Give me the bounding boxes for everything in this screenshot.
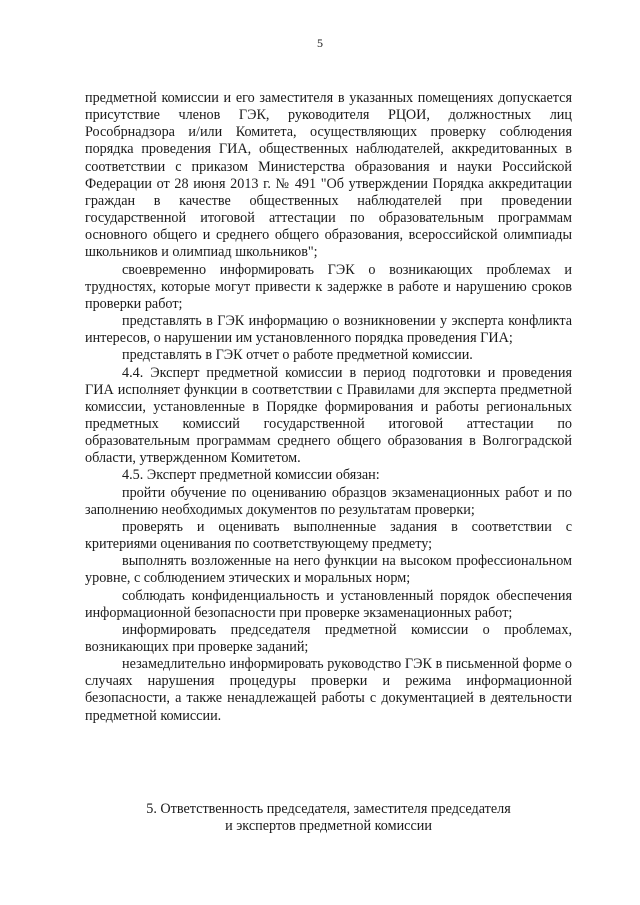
body-text — [85, 90, 572, 725]
paragraph-check-tasks: проверять и оценивать выполненные задания в соответствии с критериями оценивания по соответствующему предмету; — [85, 518, 572, 553]
paragraph-perform-functions: выполнять возложенные на него функции на высоком профессиональном уровне, с соблюдением этических и моральных норм; — [85, 553, 572, 587]
paragraph-4-4: 4.4. Эксперт предметной комиссии в период подготовки и проведения ГИА исполняет функции в соответствии с Правилами для эксперта предметной комиссии, установленные в Порядке формирования и работы региональных предметных комиссий государственной итоговой аттестации по образовательным программам среднего общего образования в Волгоградской области, утвержденном Комитетом. — [85, 364, 572, 467]
page-number: 5 — [317, 36, 323, 50]
section-heading-line-2: и экспертов предметной комиссии — [225, 818, 432, 834]
paragraph-commission-presence: предметной комиссии и его заместителя в указанных помещениях допускается присутствие членов ГЭК, руководителя РЦОИ, должностных лиц Рособрнадзора и/или Комитета, осуществляющих проверку соблюдения порядка проведения ГИА, общественных наблюдателей, аккредитованных в соответствии с приказом Министерства образования и науки Российской Федерации от 28 июня 2013 г. № 491 "Об утверждении Порядка аккредитации граждан в качестве общественных наблюдателей при проведении государственной итоговой аттестации по образовательным программам основного общего и среднего общего образования, всероссийской олимпиады школьников и олимпиад школьников"; — [85, 90, 572, 261]
paragraph-report: представлять в ГЭК отчет о работе предметной комиссии. — [122, 347, 473, 364]
paragraph-inform-problems: своевременно информировать ГЭК о возникающих проблемах и трудностях, которые могут привести к задержке в работе и нарушению сроков проверки работ; — [85, 261, 572, 312]
section-heading-line-1: 5. Ответственность председателя, заместителя председателя — [146, 801, 511, 817]
paragraph-inform-gek: незамедлительно информировать руководство ГЭК в письменной форме о случаях нарушения процедуры проверки и режима информационной безопасности, а также ненадлежащей работы с документацией в деятельности предметной комиссии. — [85, 656, 572, 724]
paragraph-training: пройти обучение по оцениванию образцов экзаменационных работ и по заполнению необходимых документов по результатам проверки; — [85, 484, 572, 518]
section-heading — [85, 801, 572, 835]
paragraph-4-5: 4.5. Эксперт предметной комиссии обязан: — [122, 467, 380, 484]
paragraph-inform-chair: информировать председателя предметной комиссии о проблемах, возникающих при проверке заданий; — [85, 621, 572, 655]
paragraph-conflict-of-interest: представлять в ГЭК информацию о возникновении у эксперта конфликта интересов, о нарушении им установленного порядка проведения ГИА; — [85, 313, 572, 347]
paragraph-confidentiality: соблюдать конфиденциальность и установленный порядок обеспечения информационной безопасности при проверке экзаменационных работ; — [85, 587, 572, 621]
